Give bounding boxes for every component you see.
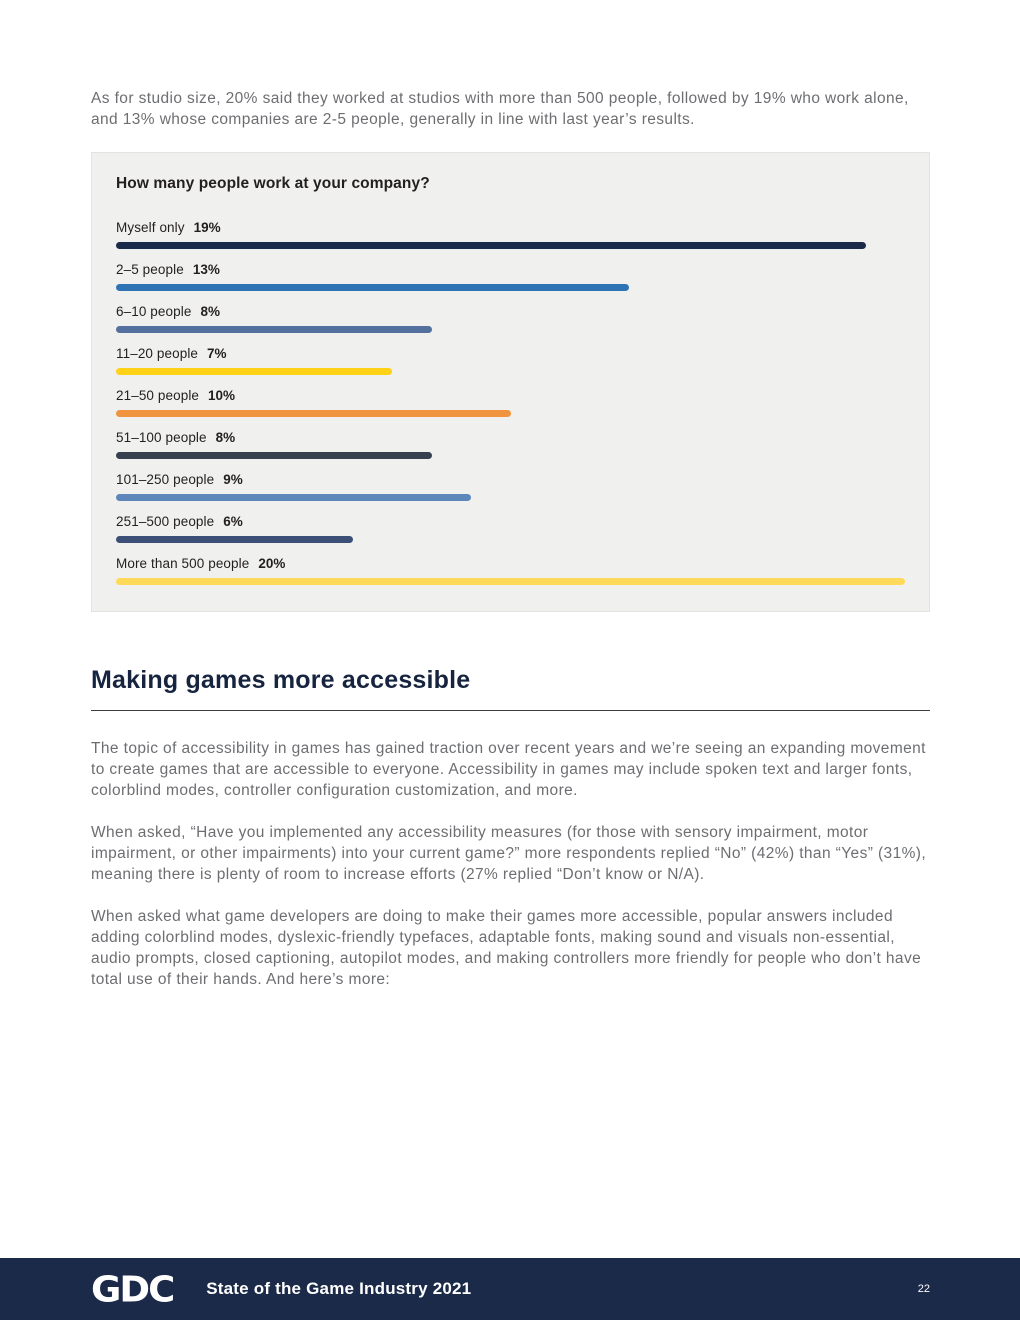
chart-category-label: 101–250 people — [116, 472, 215, 487]
chart-row — [116, 219, 905, 249]
page-footer — [0, 1258, 1020, 1320]
chart-category-label: Myself only — [116, 220, 185, 235]
chart-value-label: 7% — [207, 346, 227, 361]
chart-row-label — [116, 219, 905, 236]
body-paragraph: The topic of accessibility in games has gained traction over recent years and we’re seeing an expanding movement to create games that are accessible to everyone. Accessibility in games may include spoken text and larger fonts, colorblind modes, controller configuration customization, and more. — [91, 740, 926, 799]
chart-value-label: 8% — [200, 304, 220, 319]
chart-row-label — [116, 513, 905, 530]
chart-value-label: 10% — [208, 388, 236, 403]
chart-row-label — [116, 555, 905, 572]
chart-row — [116, 429, 905, 459]
page-number: 22 — [917, 1283, 930, 1295]
chart-row-label — [116, 471, 905, 488]
chart-row — [116, 303, 905, 333]
chart-bar-track — [116, 242, 905, 249]
chart-row — [116, 387, 905, 417]
chart-bar-track — [116, 368, 905, 375]
chart-category-label: 2–5 people — [116, 262, 184, 277]
chart-category-label: More than 500 people — [116, 556, 250, 571]
chart-title: How many people work at your company? — [116, 175, 430, 192]
company-size-chart — [91, 152, 930, 612]
chart-rows — [116, 219, 905, 585]
chart-bar — [116, 410, 511, 417]
chart-bar-track — [116, 494, 905, 501]
chart-bar — [116, 326, 432, 333]
chart-bar — [116, 242, 866, 249]
chart-value-label: 8% — [215, 430, 236, 445]
chart-bar — [116, 578, 905, 585]
chart-bar — [116, 452, 432, 459]
chart-value-label: 9% — [223, 472, 243, 487]
chart-row — [116, 555, 905, 585]
chart-category-label: 51–100 people — [116, 430, 207, 445]
chart-bar — [116, 284, 629, 291]
chart-bar-track — [116, 578, 905, 585]
chart-category-label: 251–500 people — [116, 514, 215, 529]
chart-category-label: 21–50 people — [116, 388, 200, 403]
chart-bar-track — [116, 326, 905, 333]
chart-row — [116, 261, 905, 291]
body-paragraph: When asked what game developers are doing to make their games more accessible, popular answers included adding colorblind modes, dyslexic-friendly typefaces, adaptable fonts, making sound and visuals non-essential, audio prompts, closed captioning, autopilot modes, and making controllers more friendly for people who don’t have total use of their hands. And here’s more: — [91, 908, 922, 988]
chart-category-label: 11–20 people — [116, 346, 199, 361]
gdc-logo: GDC — [91, 1268, 174, 1310]
chart-bar-track — [116, 410, 905, 417]
chart-bar — [116, 536, 353, 543]
chart-bar — [116, 368, 392, 375]
intro-paragraph: As for studio size, 20% said they worked at studios with more than 500 people, followed by 19% who work alone, and 13% whose companies are 2-5 people, generally in line with last year’s results. — [91, 90, 909, 128]
footer-report-title: State of the Game Industry 2021 — [206, 1279, 472, 1298]
chart-row — [116, 345, 905, 375]
chart-row-label — [116, 387, 905, 404]
chart-row-label — [116, 303, 905, 320]
chart-bar-track — [116, 536, 905, 543]
chart-bar-track — [116, 452, 905, 459]
chart-row — [116, 513, 905, 543]
chart-bar-track — [116, 284, 905, 291]
chart-row-label — [116, 429, 905, 446]
section-heading: Making games more accessible — [91, 666, 471, 694]
chart-value-label: 6% — [223, 514, 243, 529]
body-paragraph: When asked, “Have you implemented any accessibility measures (for those with sensory impairment, motor impairment, or other impairments) into your current game?” more respondents replied “No” (42%) than “Yes” (31%), meaning there is plenty of room to increase efforts (27% replied “Don’t know or N/A). — [91, 824, 927, 883]
chart-value-label: 19% — [193, 220, 221, 235]
chart-row-label — [116, 261, 905, 278]
chart-row — [116, 471, 905, 501]
chart-row-label — [116, 345, 905, 362]
chart-value-label: 20% — [258, 556, 286, 571]
chart-bar — [116, 494, 471, 501]
section-divider — [91, 710, 930, 711]
chart-value-label: 13% — [192, 262, 220, 277]
chart-category-label: 6–10 people — [116, 304, 192, 319]
